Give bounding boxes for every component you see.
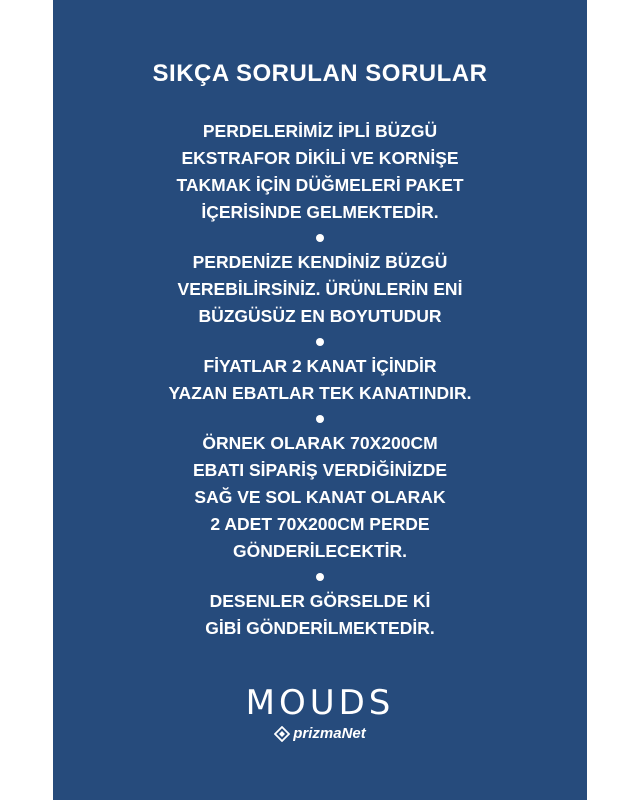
- faq-line: GÖNDERİLECEKTİR.: [232, 541, 408, 561]
- prizma-badge-icon: [274, 726, 290, 742]
- faq-line: FİYATLAR 2 KANAT İÇİNDİR: [203, 356, 437, 376]
- faq-panel: [53, 0, 587, 800]
- faq-item: [53, 588, 587, 642]
- faq-item: [53, 249, 587, 330]
- faq-list: [53, 118, 587, 642]
- bullet-separator: [316, 415, 324, 423]
- faq-item: [53, 353, 587, 407]
- bullet-separator: [316, 573, 324, 581]
- faq-line: EKSTRAFOR DİKİLİ VE KORNİŞE: [181, 148, 459, 168]
- faq-line: EBATI SİPARİŞ VERDİĞİNİZDE: [192, 460, 448, 480]
- bullet-separator: [316, 338, 324, 346]
- faq-item: [53, 118, 587, 226]
- faq-line: İÇERİSİNDE GELMEKTEDİR.: [201, 202, 439, 222]
- faq-line: SAĞ VE SOL KANAT OLARAK: [194, 487, 446, 507]
- logo-subtext: prizmaNet: [293, 725, 366, 742]
- faq-line: DESENLER GÖRSELDE Kİ: [209, 591, 431, 611]
- faq-line: VEREBİLİRSİNİZ. ÜRÜNLERİN ENİ: [177, 279, 463, 299]
- faq-line: BÜZGÜSÜZ EN BOYUTUDUR: [198, 306, 442, 326]
- brand-logo: [53, 683, 587, 747]
- page-title: SIKÇA SORULAN SORULAR: [152, 60, 488, 87]
- faq-line: ÖRNEK OLARAK 70X200CM: [202, 433, 438, 453]
- faq-line: PERDELERİMİZ İPLİ BÜZGÜ: [202, 121, 438, 141]
- bullet-separator: [316, 234, 324, 242]
- faq-line: GİBİ GÖNDERİLMEKTEDİR.: [205, 618, 435, 638]
- faq-line: TAKMAK İÇİN DÜĞMELERİ PAKET: [176, 175, 464, 195]
- logo-brand: MOUDS: [245, 683, 395, 723]
- logo-sub: [274, 725, 366, 742]
- faq-line: PERDENİZE KENDİNİZ BÜZGÜ: [192, 252, 448, 272]
- faq-line: YAZAN EBATLAR TEK KANATINDIR.: [168, 383, 472, 403]
- faq-line: 2 ADET 70X200CM PERDE: [210, 514, 430, 534]
- faq-item: [53, 430, 587, 565]
